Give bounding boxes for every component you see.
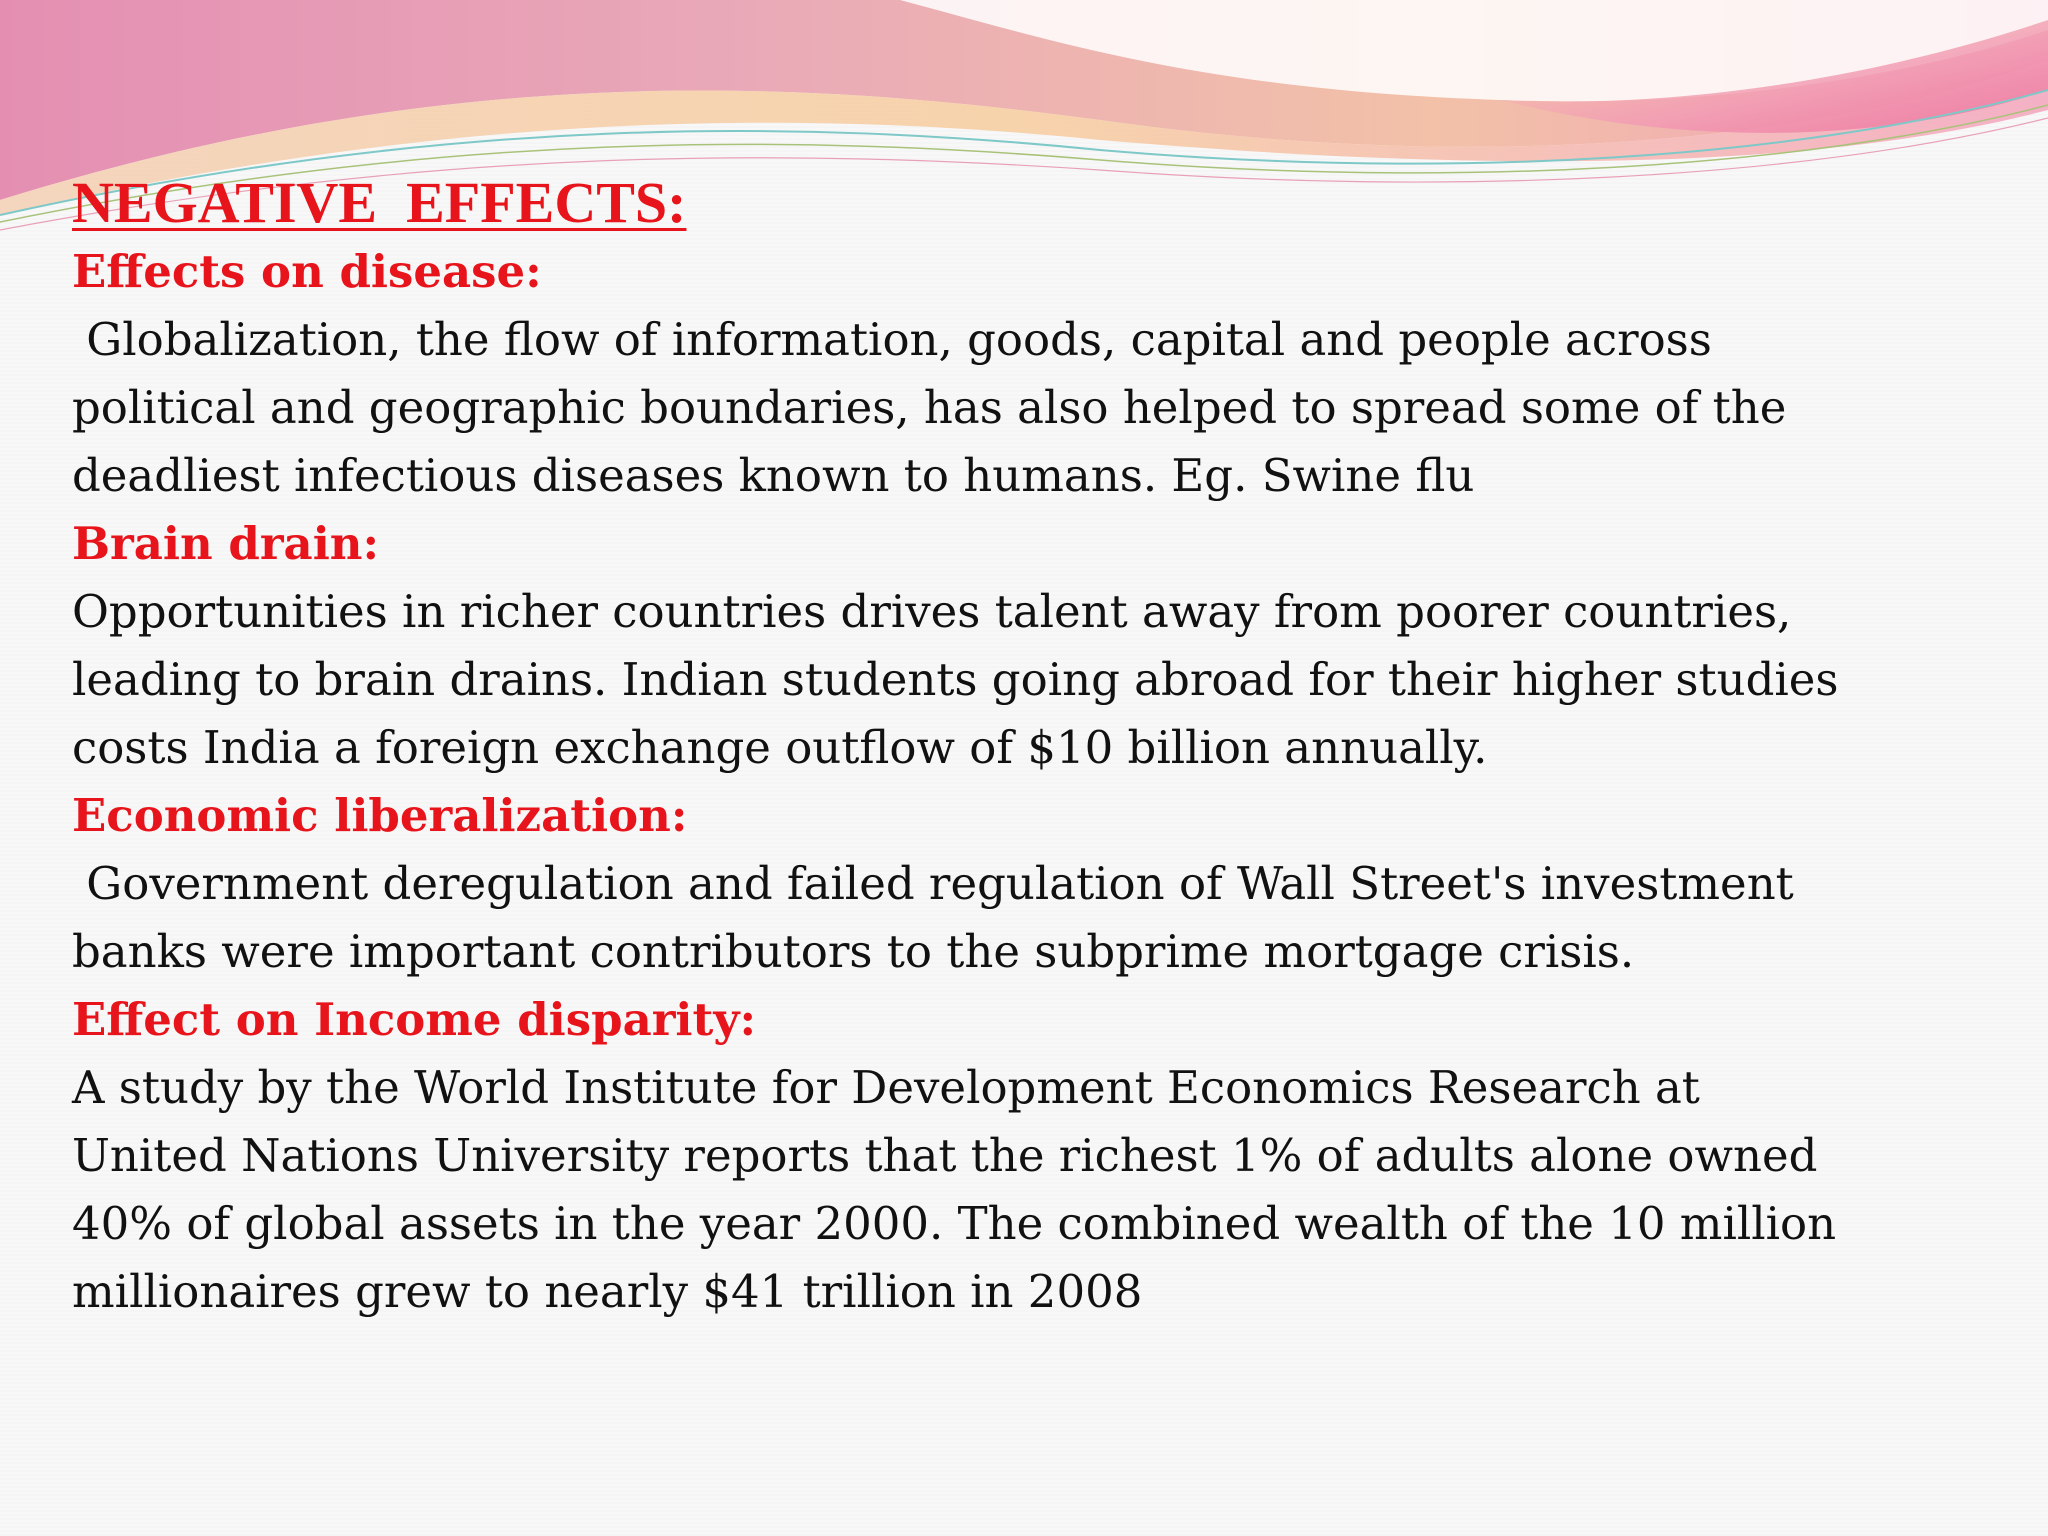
body-line: A study by the World Institute for Development Economics Research at <box>72 1061 1700 1114</box>
body-line: Opportunities in richer countries drives talent away from poorer countries, <box>72 585 1792 638</box>
section-heading: Brain drain: <box>72 517 380 570</box>
body-line: millionaires grew to nearly $41 trillion in 2008 <box>72 1265 1143 1318</box>
body-line: United Nations University reports that the richest 1% of adults alone owned <box>72 1129 1818 1182</box>
body-line: banks were important contributors to the subprime mortgage crisis. <box>72 925 1635 978</box>
section-heading: Effects on disease: <box>72 245 542 298</box>
section-heading: Economic liberalization: <box>72 789 688 842</box>
slide-title: NEGATIVE EFFECTS: <box>72 170 687 235</box>
body-line: costs India a foreign exchange outflow of $10 billion annually. <box>72 721 1488 774</box>
body-line: deadliest infectious diseases known to humans. Eg. Swine flu <box>72 449 1475 502</box>
section-income-disparity <box>72 986 2002 1326</box>
body-line: Government deregulation and failed regulation of Wall Street's investment <box>72 857 1794 910</box>
body-line: Globalization, the flow of information, goods, capital and people across <box>72 313 1712 366</box>
body-line: political and geographic boundaries, has also helped to spread some of the <box>72 381 1787 434</box>
section-brain-drain <box>72 510 2002 782</box>
section-disease <box>72 238 2002 510</box>
section-economic-liberalization <box>72 782 2002 986</box>
section-heading: Effect on Income disparity: <box>72 993 757 1046</box>
slide-content <box>72 170 2002 1326</box>
body-line: 40% of global assets in the year 2000. The combined wealth of the 10 million <box>72 1197 1837 1250</box>
body-line: leading to brain drains. Indian students going abroad for their higher studies <box>72 653 1839 706</box>
